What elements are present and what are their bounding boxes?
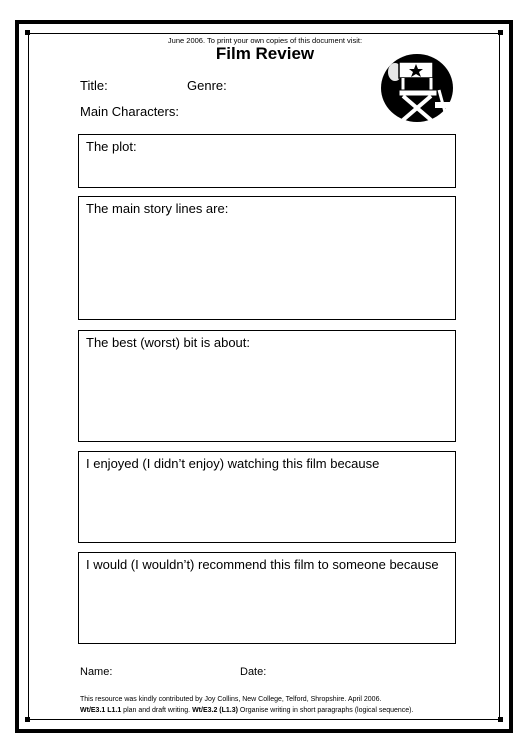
date-field-label: Date:	[240, 666, 267, 678]
footer-objectives	[80, 707, 413, 714]
top-note: June 2006. To print your own copies of this document visit:	[167, 36, 363, 45]
best-bit-box[interactable]	[78, 330, 456, 442]
characters-field-label: Main Characters:	[80, 104, 179, 119]
name-field-label: Name:	[80, 666, 113, 678]
footer-credit: This resource was kindly contributed by Joy Collins, New College, Telford, Shropshire. April 2006.	[80, 696, 382, 703]
objective-code: Wt/E3.2 (L1.3)	[192, 707, 238, 714]
corner-mark	[25, 30, 30, 35]
directors-chair-icon	[379, 50, 459, 126]
plot-box-label: The plot:	[86, 139, 137, 154]
genre-field-label: Genre:	[187, 78, 227, 93]
corner-mark	[498, 717, 503, 722]
objective-text: Organise writing in short paragraphs (logical sequence).	[237, 707, 414, 714]
title-field-label: Title:	[80, 78, 108, 93]
best-bit-box-label: The best (worst) bit is about:	[86, 335, 251, 350]
story-lines-box-label: The main story lines are:	[86, 201, 229, 216]
enjoyed-box-label: I enjoyed (I didn’t enjoy) watching this film because	[86, 456, 380, 471]
recommend-box[interactable]	[78, 552, 456, 644]
recommend-box-label: I would (I wouldn’t) recommend this film to someone because	[86, 557, 439, 572]
corner-mark	[25, 717, 30, 722]
objective-text: plan and draft writing.	[121, 707, 193, 714]
objective-code: Wt/E3.1 L1.1	[80, 707, 122, 714]
corner-mark	[498, 30, 503, 35]
story-lines-box[interactable]	[78, 196, 456, 320]
page-title: Film Review	[215, 44, 315, 63]
enjoyed-box[interactable]	[78, 451, 456, 543]
plot-box[interactable]	[78, 134, 456, 188]
